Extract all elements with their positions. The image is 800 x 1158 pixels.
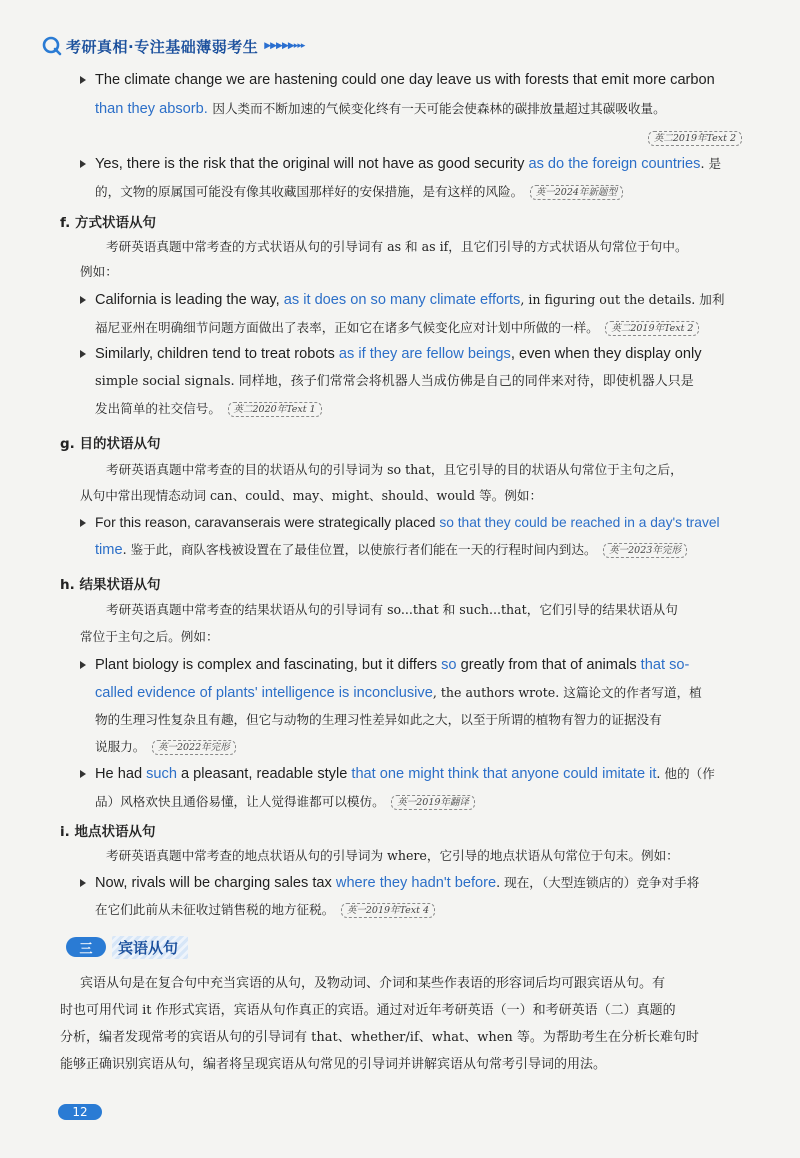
bullet-icon [80, 160, 86, 168]
paragraph: 考研英语真题中常考查的结果状语从句的引导词有 so...that 和 such...that，它们引导的结果状语从句 [106, 602, 678, 617]
translation: 的，文物的原属国可能没有像其收藏国那样好的安保措施，是有这样的风险。 [95, 184, 524, 199]
sentence-text: . 是 [700, 156, 722, 171]
example-line [95, 344, 702, 364]
translation: 因人类而不断加速的气候变化终有一天可能会使森林的碳排放量超过其碳吸收量。 [212, 101, 666, 116]
clause-highlight: as do the foreign countries [528, 156, 701, 172]
translation: . 鉴于此，商队客栈被设置在了最佳位置，以使旅行者们能在一天的行程时间内到达。 [122, 542, 597, 557]
clause-highlight: where they hadn't before [335, 875, 497, 891]
source-tag: 英二2020年Text 1 [228, 402, 322, 417]
clause-highlight: so [441, 657, 457, 673]
example-line [95, 182, 623, 202]
example-line [95, 513, 720, 533]
example-line: simple social signals. 同样地，孩子们常常会将机器人当成仿佛是自己的同伴来对待，即使机器人只是 [95, 374, 694, 389]
source-tag: 英一2023年完形 [603, 543, 687, 558]
translation: 品）风格欢快且通俗易懂，让人觉得谁都可以模仿。 [95, 794, 385, 809]
source-tag: 英一2019年翻译 [391, 795, 475, 810]
example-line [95, 792, 475, 812]
example-line [95, 540, 687, 560]
example-line [95, 737, 236, 757]
translation: 发出简单的社交信号。 [95, 401, 221, 416]
clause-highlight: such [146, 766, 177, 782]
paragraph: 宾语从句是在复合句中充当宾语的从句，及物动词、介词和某些作表语的形容词后均可跟宾语从句。有 [80, 976, 666, 991]
section-title: 宾语从句 [112, 936, 188, 959]
clause-highlight: so that they could be reached in a day's travel [439, 515, 720, 530]
sentence-text: , even when they display only [510, 346, 702, 362]
paragraph: 考研英语真题中常考查的地点状语从句的引导词为 where，它引导的地点状语从句常位于句末。例如： [106, 848, 679, 863]
clause-highlight: than they absorb. [95, 101, 208, 117]
example-line [95, 399, 322, 419]
sentence-text: Similarly, children tend to treat robots [95, 346, 339, 362]
paragraph: 考研英语真题中常考查的目的状语从句的引导词为 so that，且它引导的目的状语从句常位于主句之后， [106, 462, 683, 477]
paragraph: 能够正确识别宾语从句，编者将呈现宾语从句常见的引导词并讲解宾语从句常考引导词的用法。 [60, 1057, 607, 1072]
example-line [95, 318, 699, 338]
clause-highlight: called evidence of plants' intelligence is inconclusive [95, 685, 433, 701]
clause-highlight: time [95, 542, 123, 558]
source-tag: 英二2019年Text 2 [648, 131, 742, 146]
sentence-text: Yes, there is the risk that the original will not have as good security [95, 156, 529, 172]
header [42, 34, 304, 58]
brand-title: 考研真相·专注基础薄弱考生 [66, 37, 259, 56]
section-heading-i: i. 地点状语从句 [60, 824, 156, 840]
bullet-icon [80, 76, 86, 84]
example-line [95, 99, 666, 119]
sentence-text: He had [95, 766, 147, 782]
sentence-text: . 他的（作 [656, 766, 715, 781]
section-heading-f: f. 方式状语从句 [60, 215, 156, 231]
arrow-decoration: ▶▶▶▶▶▸▸▸ [264, 41, 305, 51]
sentence-text: Plant biology is complex and fascinating, but it differs [95, 657, 442, 673]
paragraph: 时也可用代词 it 作形式宾语，宾语从句作真正的宾语。通过对近年考研英语（一）和考研英语（二）真题的 [60, 1003, 676, 1018]
bullet-icon [80, 519, 86, 527]
section-heading-h: h. 结果状语从句 [60, 577, 161, 593]
sentence-text: , the authors wrote. 这篇论文的作者写道，植 [432, 685, 702, 700]
bullet-icon [80, 350, 86, 358]
example-line [95, 655, 689, 675]
paragraph: 分析，编者发现常考的宾语从句的引导词有 that、whether/if、what、when 等。为帮助考生在分析长难句时 [60, 1030, 699, 1045]
sentence-text: greatly from that of animals [456, 657, 641, 673]
translation: 福尼亚州在明确细节问题方面做出了表率，正如它在诸多气候变化应对计划中所做的一样。 [95, 320, 599, 335]
source-tag: 英一2022年完形 [152, 740, 236, 755]
example-line [95, 154, 721, 174]
section-heading-g: g. 目的状语从句 [60, 436, 161, 452]
bullet-icon [80, 296, 86, 304]
sentence-text: , in figuring out the details. 加利 [520, 292, 725, 307]
sentence-text: Now, rivals will be charging sales tax [95, 875, 336, 891]
bullet-icon [80, 770, 86, 778]
translation: 说服力。 [95, 739, 146, 754]
sentence-text: . 现在，（大型连锁店的）竞争对手将 [496, 875, 700, 890]
paragraph: 从句中常出现情态动词 can、could、may、might、should、would 等。例如： [80, 488, 543, 503]
clause-highlight: that one might think that anyone could imitate it [351, 766, 657, 782]
page-number: 12 [58, 1104, 102, 1120]
clause-highlight: that so- [640, 657, 690, 673]
translation: 在它们此前从未征收过销售税的地方征税。 [95, 902, 335, 917]
source-tag: 英一2024年新题型 [530, 185, 623, 200]
paragraph: 常位于主句之后。例如： [80, 629, 219, 644]
sentence-text: For this reason, caravanserais were strategically placed [95, 515, 440, 530]
example-line [95, 764, 715, 784]
example-line: The climate change we are hastening could one day leave us with forests that emit more carbon [95, 72, 715, 88]
example-line [95, 290, 724, 310]
example-line [95, 873, 699, 893]
source-tag: 英二2019年Text 2 [605, 321, 699, 336]
sentence-text: California is leading the way, [95, 292, 284, 308]
bullet-icon [80, 661, 86, 669]
example-line [95, 900, 435, 920]
sentence-text: a pleasant, readable style [176, 766, 352, 782]
source-tag: 英一2019年Text 4 [341, 903, 435, 918]
clause-highlight: as it does on so many climate efforts [283, 292, 521, 308]
paragraph: 例如： [80, 264, 118, 279]
section-number: 三 [66, 937, 106, 957]
clause-highlight: as if they are fellow beings [338, 346, 511, 362]
translation: 物的生理习性复杂且有趣，但它与动物的生理习性差异如此之大，以至于所谓的植物有智力的证据没有 [95, 712, 662, 727]
paragraph: 考研英语真题中常考查的方式状语从句的引导词有 as 和 as if，且它们引导的方式状语从句常位于句中。 [106, 239, 688, 254]
section-badge [66, 936, 188, 958]
bullet-icon [80, 879, 86, 887]
search-q-icon [42, 36, 62, 56]
example-line [95, 683, 702, 703]
